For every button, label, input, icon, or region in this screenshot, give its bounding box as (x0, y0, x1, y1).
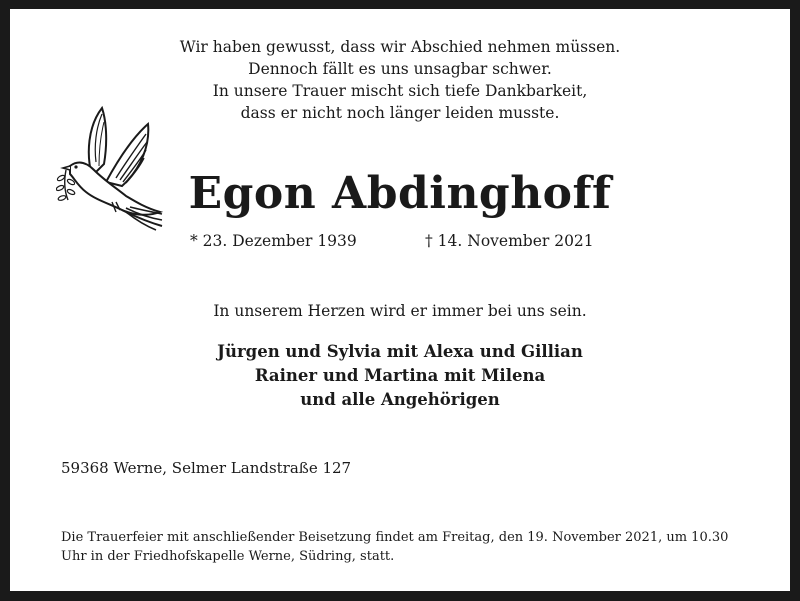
mourner-line: Jürgen und Sylvia mit Alexa und Gillian (217, 342, 583, 361)
verse-line: Wir haben gewusst, dass wir Abschied nehmen müssen. (179, 38, 621, 56)
mourner-line: und alle Angehörigen (300, 390, 500, 409)
funeral-notice: Die Trauerfeier mit anschließender Beisetzung findet am Freitag, den 19. November 2021, um 10.30 Uhr in der Friedhofskapelle Werne, Südring, statt. (61, 530, 729, 564)
deceased-name: Egon Abdinghoff (188, 168, 612, 219)
mourners-list (0, 340, 800, 412)
verse-line: In unsere Trauer mischt sich tiefe Dankbarkeit, (212, 82, 588, 100)
verse-line: dass er nicht noch länger leiden musste. (240, 104, 560, 122)
mourner-line: Rainer und Martina mit Milena (254, 366, 546, 385)
birth-date: * 23. Dezember 1939 (190, 232, 357, 250)
death-date: † 14. November 2021 (425, 232, 594, 250)
verse-line: Dennoch fällt es uns unsagbar schwer. (248, 60, 552, 78)
family-address: 59368 Werne, Selmer Landstraße 127 (61, 459, 352, 477)
farewell-line: In unserem Herzen wird er immer bei uns sein. (213, 302, 587, 320)
